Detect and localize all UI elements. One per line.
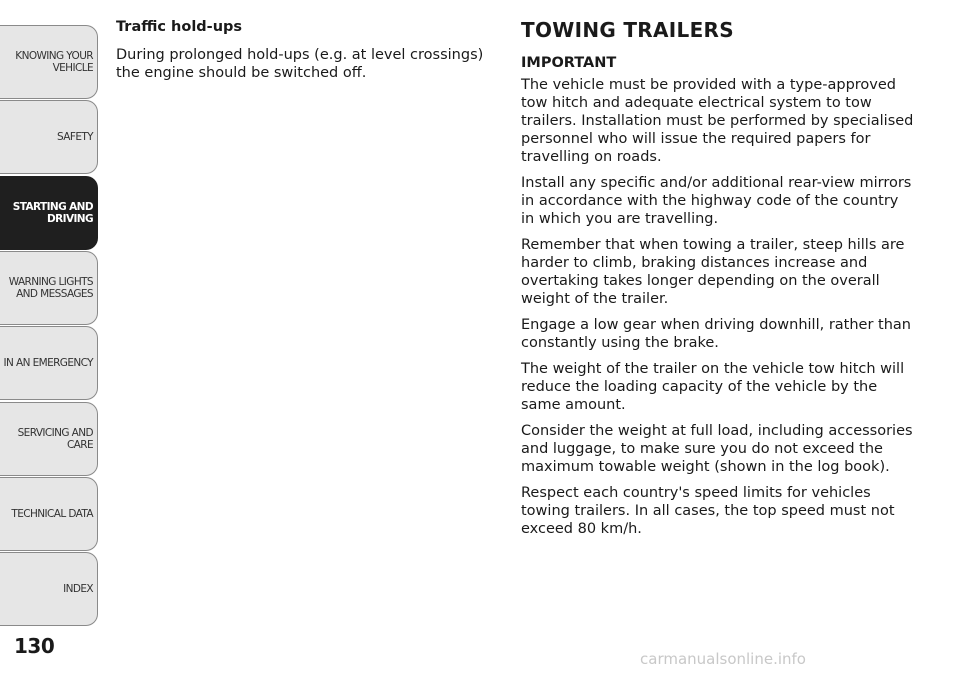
tab-label: KNOWING YOUR VEHICLE [15,50,93,74]
tab-label: TECHNICAL DATA [11,508,93,520]
tab-in-an-emergency[interactable] [0,326,98,400]
tab-label: INDEX [63,583,93,595]
tab-safety[interactable] [0,100,98,174]
left-column [116,18,486,90]
paragraph: Engage a low gear when driving downhill, rather than constantly using the brake. [521,317,911,351]
chapter-tabs [0,0,98,632]
paragraph: Remember that when towing a trailer, steep hills are harder to climb, braking distances increase and overtaking takes longer depending on the overall weight of the trailer. [521,237,905,307]
tab-knowing-your-vehicle[interactable] [0,25,98,99]
tab-servicing-and-care[interactable] [0,402,98,476]
paragraph: Install any specific and/or additional rear-view mirrors in accordance with the highway code of the country in which you are travelling. [521,175,912,227]
tab-label: SAFETY [57,131,93,143]
tab-label: STARTING AND DRIVING [12,201,93,225]
tab-technical-data[interactable] [0,477,98,551]
paragraph: Respect each country's speed limits for vehicles towing trailers. In all cases, the top speed must not exceed 80 km/h. [521,485,895,537]
page-number: 130 [14,634,55,658]
paragraph: The weight of the trailer on the vehicle tow hitch will reduce the loading capacity of the vehicle by the same amount. [521,361,905,413]
watermark: carmanualsonline.info [640,650,806,668]
section-title: TOWING TRAILERS [521,18,734,42]
important-label: IMPORTANT [521,55,617,71]
tab-label: SERVICING AND CARE [17,427,93,451]
tab-label: IN AN EMERGENCY [3,357,93,369]
tab-starting-and-driving[interactable] [0,176,98,250]
tab-label: WARNING LIGHTS AND MESSAGES [8,276,93,300]
tab-warning-lights[interactable] [0,251,98,325]
paragraph: The vehicle must be provided with a type-approved tow hitch and adequate electrical system to tow trailers. Installation must be performed by specialised personnel who will issue the required papers for travelling on roads. [521,77,914,165]
subheading-traffic-hold-ups: Traffic hold-ups [116,19,243,35]
paragraph: During prolonged hold-ups (e.g. at level crossings) the engine should be switched off. [116,47,484,81]
tab-index[interactable] [0,552,98,626]
right-column [521,18,916,546]
paragraph: Consider the weight at full load, including accessories and luggage, to make sure you do not exceed the maximum towable weight (shown in the log book). [521,423,913,475]
